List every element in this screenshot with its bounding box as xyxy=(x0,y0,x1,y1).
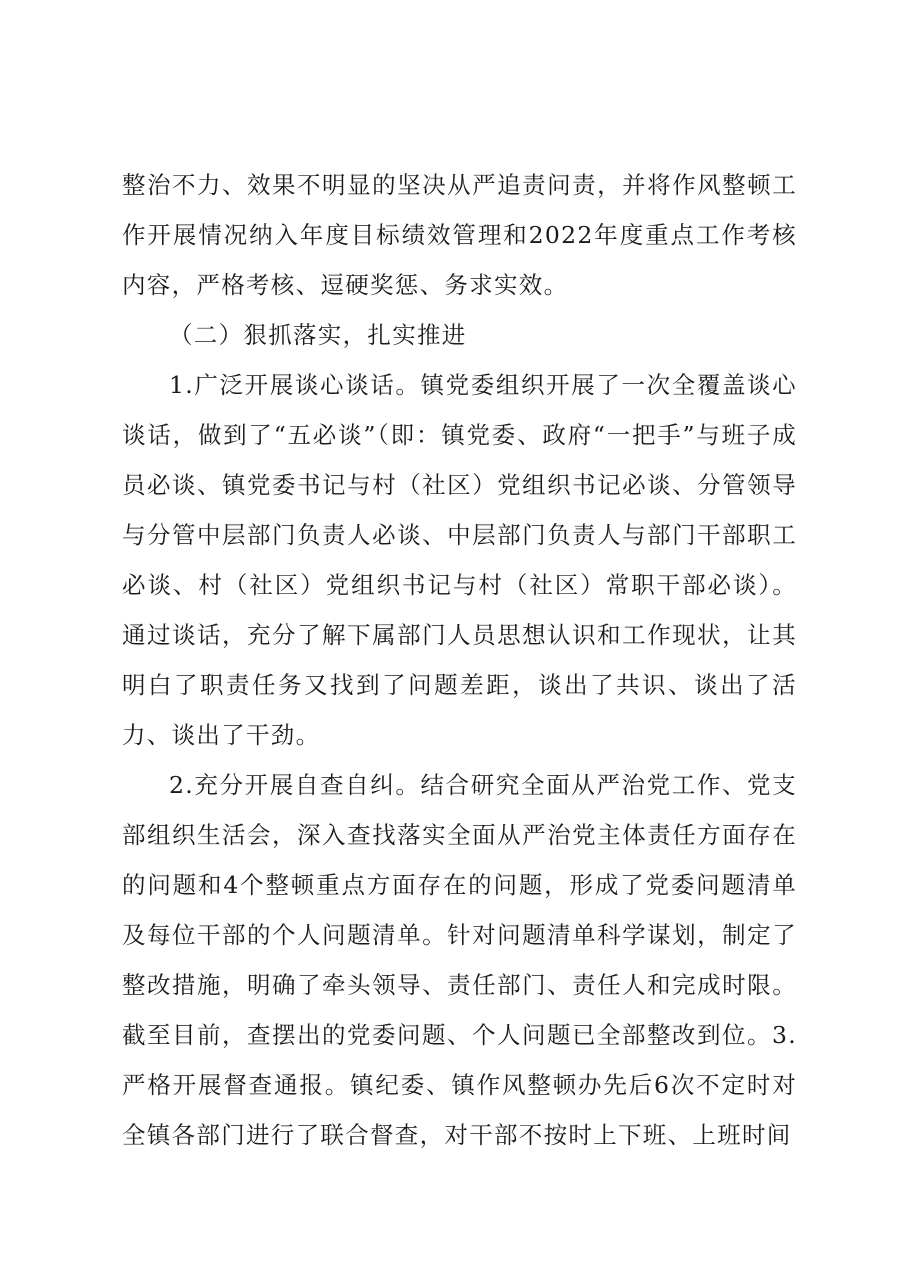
paragraph-self-check: 2.充分开展自查自纠。结合研究全面从严治党工作、党支部组织生活会，深入查找落实全面从严治党主体责任方面存在的问题和4个整顿重点方面存在的问题，形成了党委问题清单及每位干部的个人问题清单。针对问题清单科学谋划，制定了整改措施，明确了牵头领导、责任部门、责任人和完成时限。截至目前，查摆出的党委问题、个人问题已全部整改到位。3.严格开展督查通报。镇纪委、镇作风整顿办先后6次不定时对全镇各部门进行了联合督查，对干部不按时上下班、上班时间 xyxy=(122,771,797,1149)
section-heading: （二）狠抓落实，扎实推进 xyxy=(169,321,467,349)
paragraph-continuation: 整治不力、效果不明显的坚决从严追责问责，并将作风整顿工作开展情况纳入年度目标绩效管理和2022年度重点工作考核内容，严格考核、逗硬奖惩、务求实效。 xyxy=(122,171,797,299)
paragraph-talks: 1.广泛开展谈心谈话。镇党委组织开展了一次全覆盖谈心谈话，做到了“五必谈”（即：镇党委、政府“一把手”与班子成员必谈、镇党委书记与村（社区）党组织书记必谈、分管领导与分管中层部门负责人必谈、中层部门负责人与部门干部职工必谈、村（社区）党组织书记与村（社区）常职干部必谈）。通过谈话，充分了解下属部门人员思想认识和工作现状，让其明白了职责任务又找到了问题差距，谈出了共识、谈出了活力、谈出了干劲。 xyxy=(122,371,797,749)
document-body xyxy=(122,160,797,1160)
